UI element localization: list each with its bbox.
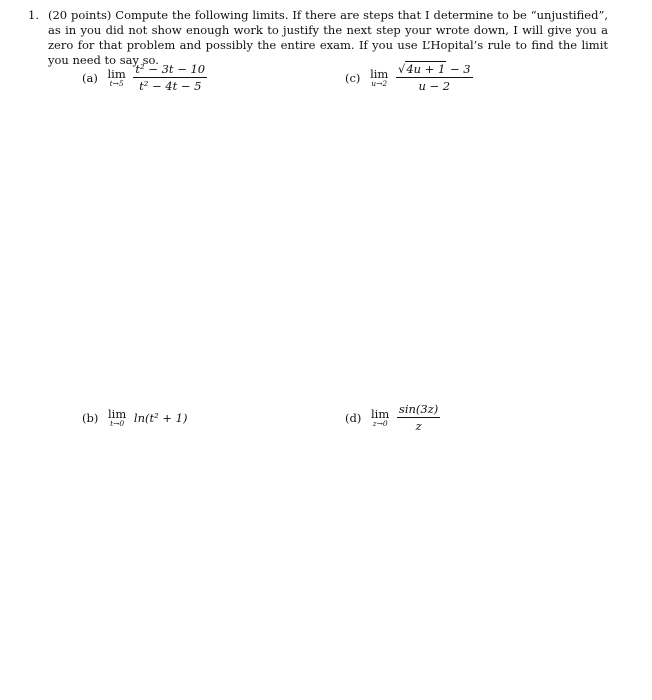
denominator: u − 2 [418, 79, 451, 93]
part-b [82, 408, 187, 428]
part-a-fraction [133, 62, 207, 93]
limit-subscript: t→0 [110, 419, 125, 428]
part-a-label: (a) [82, 70, 98, 85]
part-c-fraction [396, 62, 473, 93]
limit-word: lim [371, 406, 390, 421]
part-d-limit [371, 408, 389, 428]
numerator-tail: − 3 [446, 62, 471, 76]
square-root-icon: √ [398, 62, 406, 76]
part-d-label: (d) [345, 410, 362, 425]
problem-number: 1. [28, 8, 39, 22]
part-a-limit [108, 68, 126, 88]
part-d-fraction [397, 402, 440, 433]
limit-word: lim [107, 66, 126, 81]
part-b-label: (b) [82, 411, 99, 425]
limit-subscript: z→0 [372, 418, 388, 428]
denominator: t² − 4t − 5 [139, 79, 202, 93]
limit-word: lim [370, 66, 389, 81]
denominator: z [415, 419, 422, 433]
limit-subscript: u→2 [371, 78, 388, 88]
numerator: t² − 3t − 10 [135, 62, 206, 76]
radicand: 4u + 1 [406, 62, 446, 76]
part-a [82, 62, 207, 93]
limit-subscript: t→5 [109, 78, 124, 88]
numerator: sin(3z) [398, 402, 439, 416]
problem-instructions: (20 points) Compute the following limits. If there are steps that I determine to be “unjustified”, as in you did not show enough work to justify the next step your wrote down, I will give you a zero for that problem and possibly the entire exam. If you use L’Hopital’s rule to find the limit you need to say so. [48, 8, 608, 67]
part-b-limit [108, 408, 126, 428]
part-c [345, 62, 473, 93]
part-b-expression: ln(t² + 1) [133, 411, 188, 425]
part-c-label: (c) [345, 70, 361, 85]
limit-word: lim [108, 407, 127, 421]
numerator [396, 62, 473, 77]
part-c-limit [370, 68, 388, 88]
part-d [345, 402, 440, 433]
